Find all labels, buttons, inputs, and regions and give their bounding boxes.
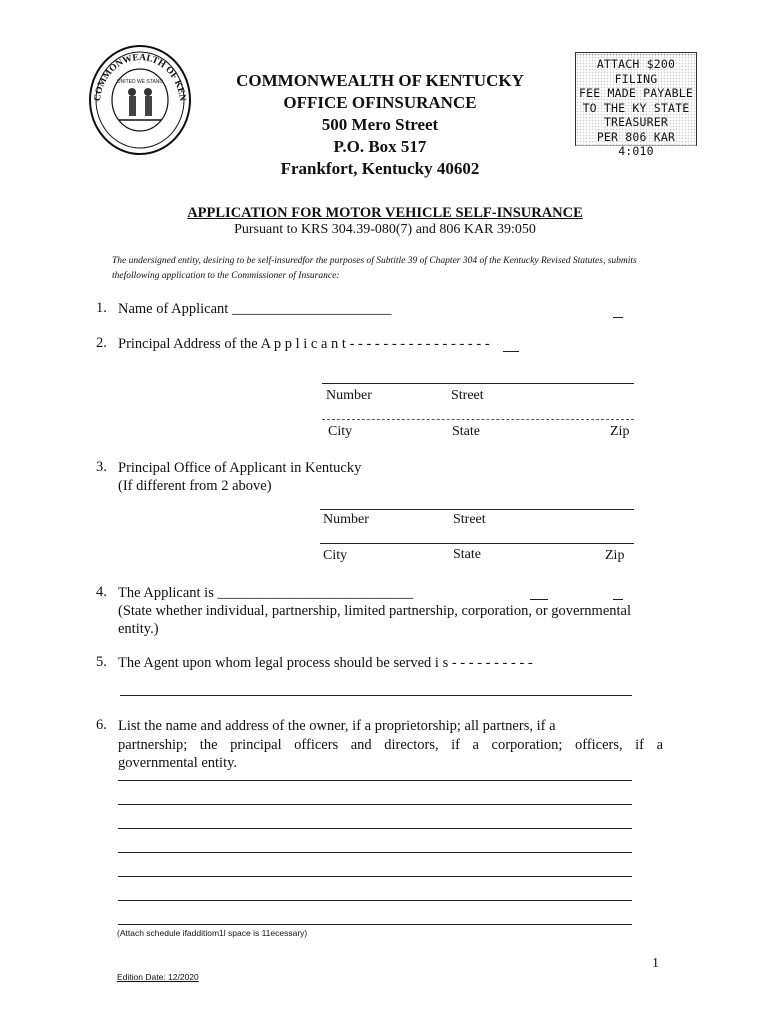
stamp-line-2: FEE MADE PAYABLE: [576, 86, 696, 101]
office-label-number: Number: [323, 512, 369, 527]
item-4-tail-line-b: [613, 599, 623, 600]
label-zip: Zip: [610, 424, 630, 439]
item-5-label: The Agent upon whom legal process should be served i s - - - - - - - - - -: [118, 655, 533, 671]
label-street: Street: [451, 388, 484, 403]
page-number: 1: [652, 956, 659, 971]
office-label-street: Street: [453, 512, 486, 527]
item-6-line-2: partnership; the principal officers and directors, if a corporation; officers, if a: [118, 737, 663, 753]
address-line-1[interactable]: [322, 383, 634, 384]
item-1-number: 1.: [96, 300, 107, 316]
item-2-tail-line: [503, 351, 519, 352]
office-address-line-1[interactable]: [320, 509, 634, 510]
item-4-line-2: (State whether individual, partnership, limited partnership, corporation, or governmental: [118, 603, 631, 619]
item-2-label: Principal Address of the A p p l i c a n t - - - - - - - - - - - - - - - - -: [118, 336, 490, 352]
svg-text:COMMONWEALTH OF KENTUCKY: [88, 44, 187, 102]
owner-line-6[interactable]: [118, 900, 632, 901]
header-line-5: Frankfort, Kentucky 40602: [280, 159, 480, 178]
label-state: State: [452, 424, 480, 439]
stamp-line-3: TO THE KY STATE: [576, 101, 696, 116]
item-4-tail-line-a: [530, 599, 548, 600]
seal-motto: UNITED WE STAND: [116, 79, 164, 85]
header-line-2: OFFICE OFINSURANCE: [283, 93, 477, 112]
agent-line[interactable]: [120, 695, 632, 696]
item-6-number: 6.: [96, 717, 107, 733]
address-line-2[interactable]: [322, 419, 634, 420]
owner-line-1[interactable]: [118, 780, 632, 781]
owner-line-5[interactable]: [118, 876, 632, 877]
stamp-line-4: TREASURER: [576, 115, 696, 130]
office-address-line-2[interactable]: [320, 543, 634, 544]
header-line-3: 500 Mero Street: [321, 115, 439, 134]
label-number: Number: [326, 388, 372, 403]
stamp-line-1: ATTACH $200 FILING: [576, 57, 696, 86]
item-6-line-1: List the name and address of the owner, if a proprietorship; all partners, if a: [118, 718, 556, 734]
item-3-line-1: Principal Office of Applicant in Kentucky: [118, 460, 362, 476]
item-1-label: Name of Applicant ______________________: [118, 301, 392, 317]
office-label-zip: Zip: [605, 548, 625, 563]
edition-date: Edition Date: 12/2020: [117, 972, 199, 982]
header-line-4: P.O. Box 517: [333, 137, 427, 156]
seal-text: COMMONWEALTH OF KEN: [93, 52, 188, 102]
header-line-1: COMMONWEALTH OF KENTUCKY: [236, 71, 524, 90]
item-4-line-1: The Applicant is ___________________________: [118, 585, 414, 601]
office-label-state: State: [453, 547, 481, 562]
form-title: APPLICATION FOR MOTOR VEHICLE SELF-INSURANCE: [187, 205, 583, 221]
stamp-line-5: PER 806 KAR 4:010: [576, 130, 696, 159]
item-6-line-3: governmental entity.: [118, 755, 238, 771]
item-2-number: 2.: [96, 335, 107, 351]
filing-fee-stamp: [575, 52, 697, 158]
item-4-number: 4.: [96, 584, 107, 600]
item-3-line-2: (If different from 2 above): [118, 478, 272, 494]
office-label-city: City: [323, 548, 348, 563]
kentucky-seal: [88, 44, 192, 156]
label-city: City: [328, 424, 353, 439]
intro-text: The undersigned entity, desiring to be self-insuredfor the purposes of Subtitle 39 of Chapter 304 of the Kentucky Revised Statutes, submits thefollowing application to the Commissioner of Insurance:: [112, 256, 637, 281]
owner-line-4[interactable]: [118, 852, 632, 853]
owner-line-7[interactable]: [118, 924, 632, 925]
item-5-number: 5.: [96, 654, 107, 670]
owner-line-2[interactable]: [118, 804, 632, 805]
form-subtitle: Pursuant to KRS 304.39-080(7) and 806 KAR 39:050: [234, 222, 536, 237]
item-4-line-3: entity.): [118, 621, 159, 637]
item-1-tail-line: [613, 317, 623, 318]
item-3-number: 3.: [96, 459, 107, 475]
owner-line-3[interactable]: [118, 828, 632, 829]
attach-note: (Attach schedule ifadditiom1l space is 11ecessary): [117, 928, 308, 938]
